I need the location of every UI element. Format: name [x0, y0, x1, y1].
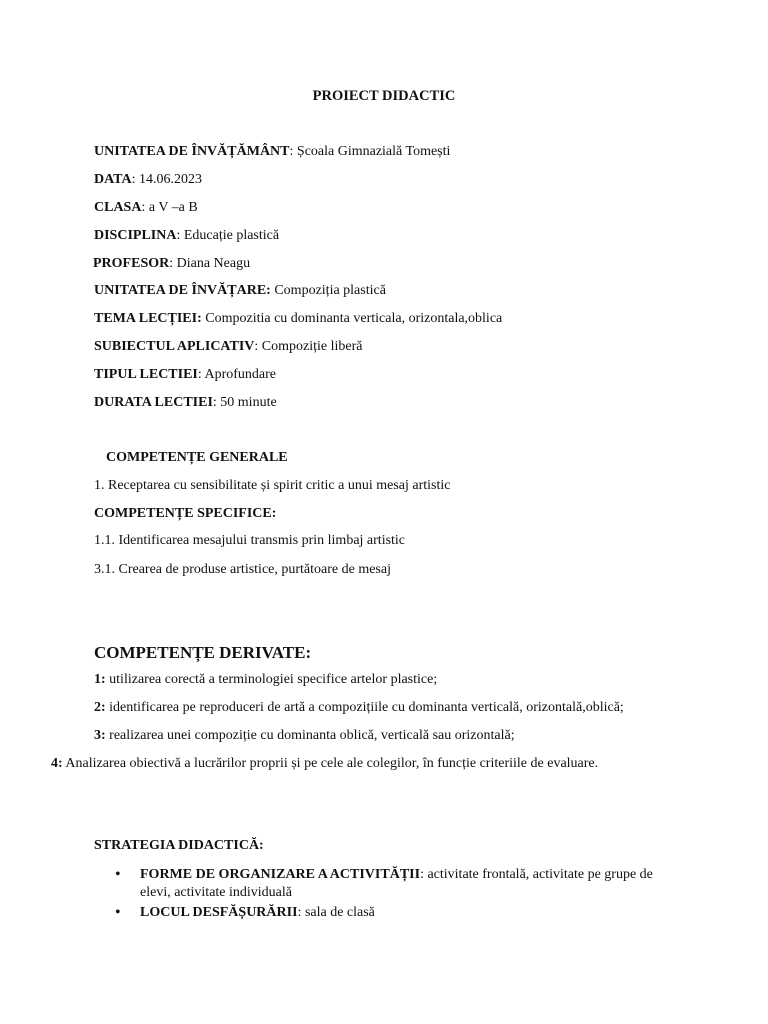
- field-label: UNITATEA DE ÎNVĂȚARE:: [94, 283, 271, 298]
- bullet-value: sala de clasă: [304, 905, 375, 920]
- competente-derivate-heading: COMPETENȚE DERIVATE:: [94, 643, 312, 662]
- bullet-sep: :: [420, 867, 428, 882]
- field-value: a V –a B: [148, 200, 198, 215]
- competente-generale-heading: COMPETENȚE GENERALE: [106, 450, 288, 465]
- field-disciplina: [94, 227, 279, 245]
- strategia-bullet-continuation: elevi, activitate individuală: [140, 885, 292, 900]
- competenta-generala-item: 1. Receptarea cu sensibilitate și spirit critic a unui mesaj artistic: [94, 478, 451, 493]
- bullet-label: LOCUL DESFĂȘURĂRII: [140, 905, 298, 920]
- field-tema-lectiei: [94, 310, 502, 328]
- field-value: 50 minute: [220, 395, 277, 410]
- field-unitate-invatamant: [94, 143, 450, 161]
- field-data: [94, 171, 202, 189]
- field-sep: :: [141, 200, 149, 215]
- field-label: TEMA LECȚIEI:: [94, 311, 202, 326]
- field-tipul-lectiei: [94, 366, 276, 384]
- strategia-heading: STRATEGIA DIDACTICĂ:: [94, 838, 264, 853]
- competenta-specifica-item: 3.1. Crearea de produse artistice, purtătoare de mesaj: [94, 562, 391, 577]
- field-sep: :: [176, 228, 184, 243]
- field-sep: :: [131, 172, 139, 187]
- competenta-derivata-item: [94, 699, 624, 717]
- competenta-specifica-item: 1.1. Identificarea mesajului transmis prin limbaj artistic: [94, 533, 406, 548]
- field-value: Aprofundare: [204, 367, 277, 382]
- field-label: UNITATEA DE ÎNVĂȚĂMÂNT: [94, 144, 290, 159]
- competenta-derivata-item: [94, 671, 437, 689]
- field-value: Diana Neagu: [176, 256, 251, 271]
- field-durata-lectiei: [94, 394, 277, 412]
- field-value: Școala Gimnazială Tomești: [296, 144, 451, 159]
- item-text: Analizarea obiectivă a lucrărilor proprii și pe cele ale colegilor, în funcție criteriile de evaluare.: [65, 756, 599, 771]
- field-clasa: [94, 199, 198, 217]
- bullet-label: FORME DE ORGANIZARE A ACTIVITĂȚII: [140, 867, 421, 882]
- field-sep: :: [254, 339, 262, 354]
- field-unitate-invatare: [94, 282, 386, 300]
- competenta-derivata-item: [51, 755, 598, 773]
- field-label: DURATA LECTIEI: [94, 395, 213, 410]
- bullet-value: activitate frontală, activitate pe grupe de: [427, 867, 653, 882]
- bullet-sep: :: [297, 905, 305, 920]
- strategia-bullet-item: [140, 866, 653, 884]
- strategia-bullet-item: [140, 904, 375, 922]
- field-sep: :: [197, 367, 205, 382]
- item-number: 4:: [51, 756, 63, 771]
- field-label: DISCIPLINA: [94, 228, 177, 243]
- field-value: Compozitia cu dominanta verticala, orizontala,oblica: [205, 311, 503, 326]
- field-label: DATA: [94, 172, 132, 187]
- field-label: SUBIECTUL APLICATIV: [94, 339, 255, 354]
- field-label: TIPUL LECTIEI: [94, 367, 198, 382]
- bullet-icon: •: [115, 904, 121, 921]
- field-value: Compoziție liberă: [261, 339, 363, 354]
- item-text: utilizarea corectă a terminologiei specifice artelor plastice;: [109, 672, 438, 687]
- competenta-derivata-item: [94, 727, 515, 745]
- bullet-icon: •: [115, 866, 121, 883]
- field-sep: :: [212, 395, 221, 410]
- field-label: PROFESOR: [93, 256, 170, 271]
- field-sep: :: [169, 256, 177, 271]
- item-text: identificarea pe reproduceri de artă a compozițiile cu dominanta verticală, orizontală,oblică;: [109, 700, 624, 715]
- item-text: realizarea unei compoziție cu dominanta oblică, verticală sau orizontală;: [109, 728, 515, 743]
- field-value: 14.06.2023: [138, 172, 202, 187]
- field-subiectul-aplicativ: [94, 338, 363, 356]
- document-title: PROIECT DIDACTIC: [312, 88, 456, 104]
- field-profesor: [93, 255, 250, 273]
- field-sep: :: [289, 144, 297, 159]
- field-value: Compoziția plastică: [274, 283, 386, 298]
- field-label: CLASA: [94, 200, 142, 215]
- item-number: 2:: [94, 700, 106, 715]
- competente-specifice-heading: COMPETENȚE SPECIFICE:: [94, 506, 277, 521]
- field-value: Educație plastică: [183, 228, 280, 243]
- item-number: 3:: [94, 728, 106, 743]
- item-number: 1:: [94, 672, 106, 687]
